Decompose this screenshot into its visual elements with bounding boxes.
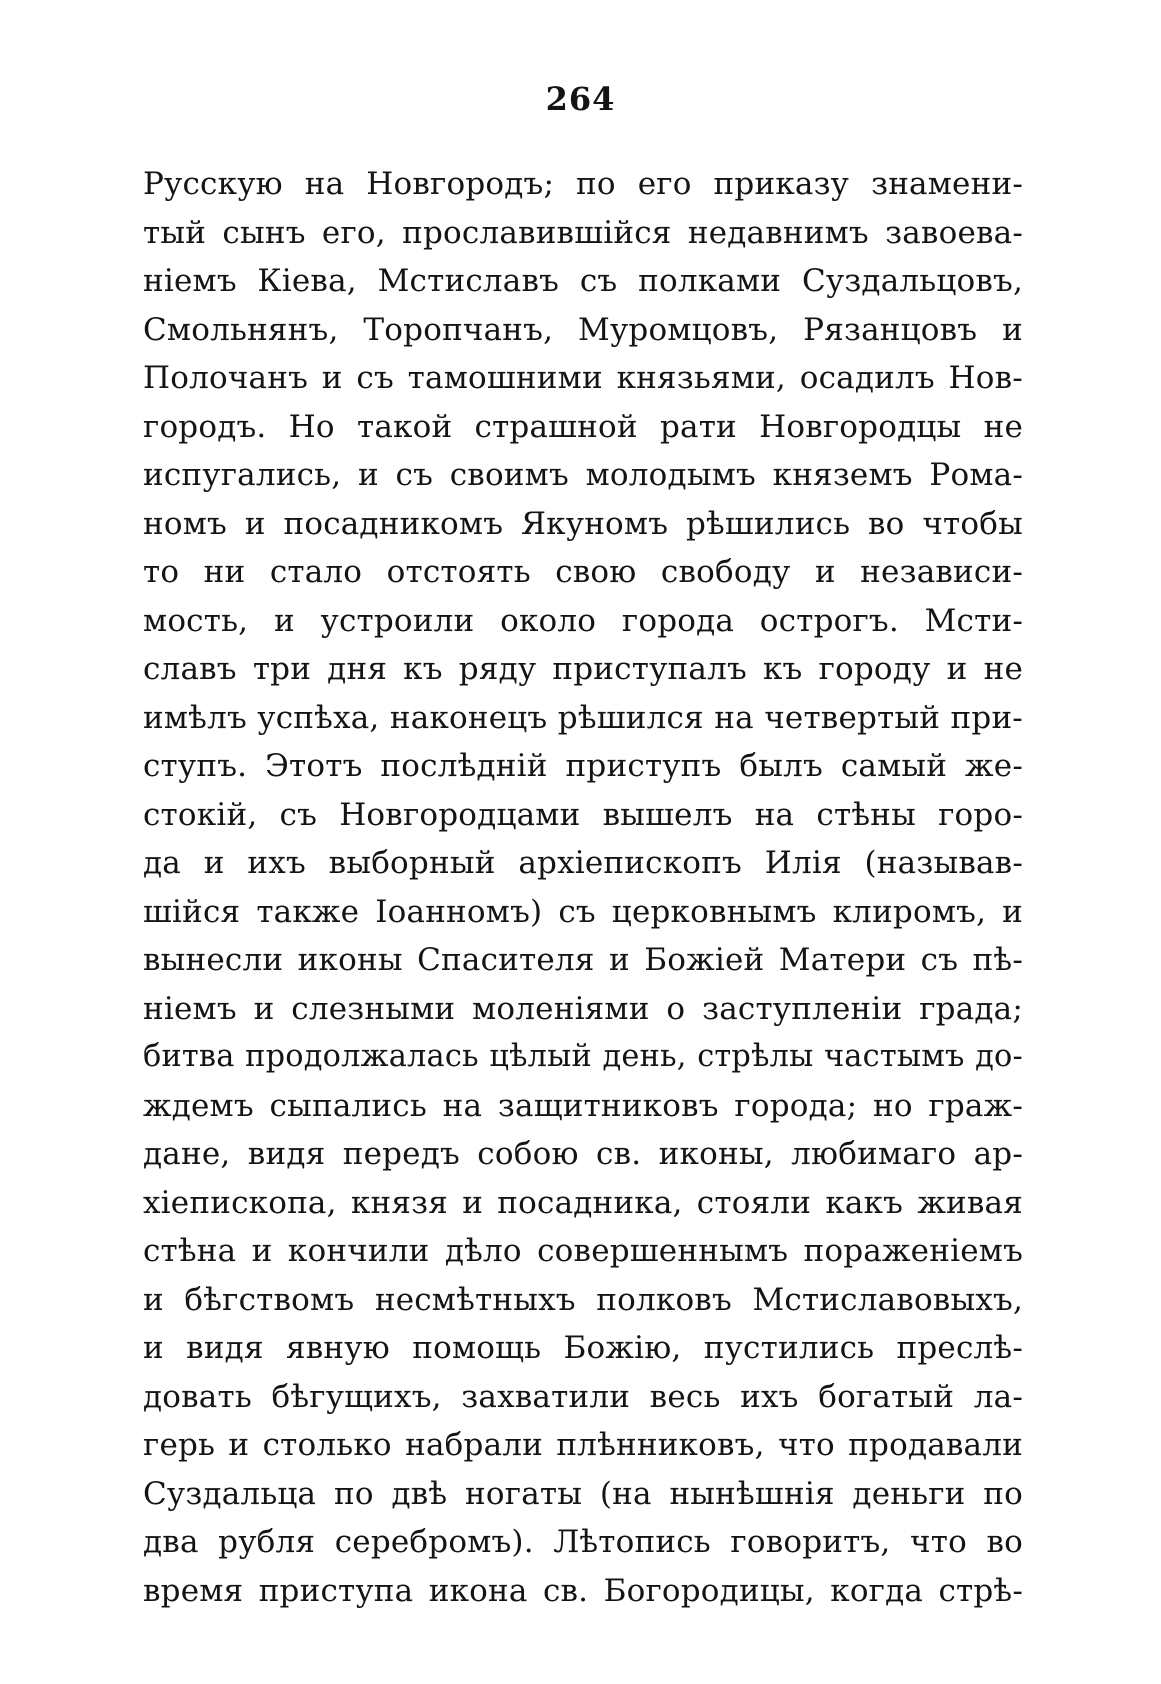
text-line: то ни стало отстоять свою свободу и независи- — [143, 554, 1023, 590]
text-line: герь и столько набрали плѣнниковъ, что продавали — [143, 1427, 1023, 1463]
text-line: довать бѣгущихъ, захватили весь ихъ богатый ла- — [143, 1378, 1023, 1415]
text-line: дане, видя передъ собою св. иконы, любимаго ар- — [143, 1136, 1023, 1172]
text-line: ступъ. Этотъ послѣдній приступъ былъ самый же- — [143, 748, 1023, 784]
text-line: и видя явную помощь Божію, пустились преслѣ- — [143, 1330, 1023, 1366]
text-line: стокій, съ Новгородцами вышелъ на стѣны горо- — [143, 796, 1023, 833]
text-line: ждемъ сыпались на защитниковъ города; но граж- — [143, 1087, 1023, 1124]
text-line: да и ихъ выборный архіепископъ Илія (называв- — [143, 845, 1023, 881]
body-text — [143, 160, 1023, 1615]
page-number: 264 — [545, 80, 616, 118]
text-line: Полочанъ и съ тамошними князьями, осадилъ Нов- — [143, 360, 1023, 396]
text-line: хіепископа, князя и посадника, стояли какъ живая — [143, 1184, 1023, 1221]
text-line: шійся также Іоанномъ) съ церковнымъ клиромъ, и — [143, 893, 1023, 930]
text-line: городъ. Но такой страшной рати Новгородцы не — [143, 408, 1023, 445]
text-line: Суздальца по двѣ ногаты (на нынѣшнія деньги по — [143, 1475, 1023, 1512]
text-line: Смольнянъ, Торопчанъ, Муромцовъ, Рязанцовъ и — [143, 311, 1023, 348]
text-line: время приступа икона св. Богородицы, когда стрѣ- — [143, 1572, 1023, 1609]
text-line: стѣна и кончили дѣло совершеннымъ пораженіемъ — [143, 1233, 1023, 1269]
text-line: славъ три дня къ ряду приступалъ къ городу и не — [143, 651, 1023, 687]
text-line: имѣлъ успѣха, наконецъ рѣшился на четвертый при- — [143, 699, 1023, 736]
text-line: ніемъ Кіева, Мстиславъ съ полками Суздальцовъ, — [143, 263, 1023, 299]
text-line: битва продолжалась цѣлый день, стрѣлы частымъ до- — [143, 1039, 1023, 1074]
text-line: вынесли иконы Спасителя и Божіей Матери съ пѣ- — [143, 942, 1023, 978]
text-line: и бѣгствомъ несмѣтныхъ полковъ Мстиславовыхъ, — [143, 1281, 1023, 1318]
text-line: мость, и устроили около города острогъ. Мсти- — [143, 602, 1023, 639]
text-line: два рубля серебромъ). Лѣтопись говоритъ, что во — [143, 1524, 1023, 1560]
text-line: тый сынъ его, прославившійся недавнимъ завоева- — [143, 214, 1023, 251]
text-line: ніемъ и слезными моленіями о заступленіи града; — [143, 990, 1023, 1027]
text-line: испугались, и съ своимъ молодымъ княземъ Рома- — [143, 457, 1023, 493]
text-line: Русскую на Новгородъ; по его приказу знамени- — [143, 166, 1023, 202]
text-line: номъ и посадникомъ Якуномъ рѣшились во чтобы — [143, 505, 1023, 542]
